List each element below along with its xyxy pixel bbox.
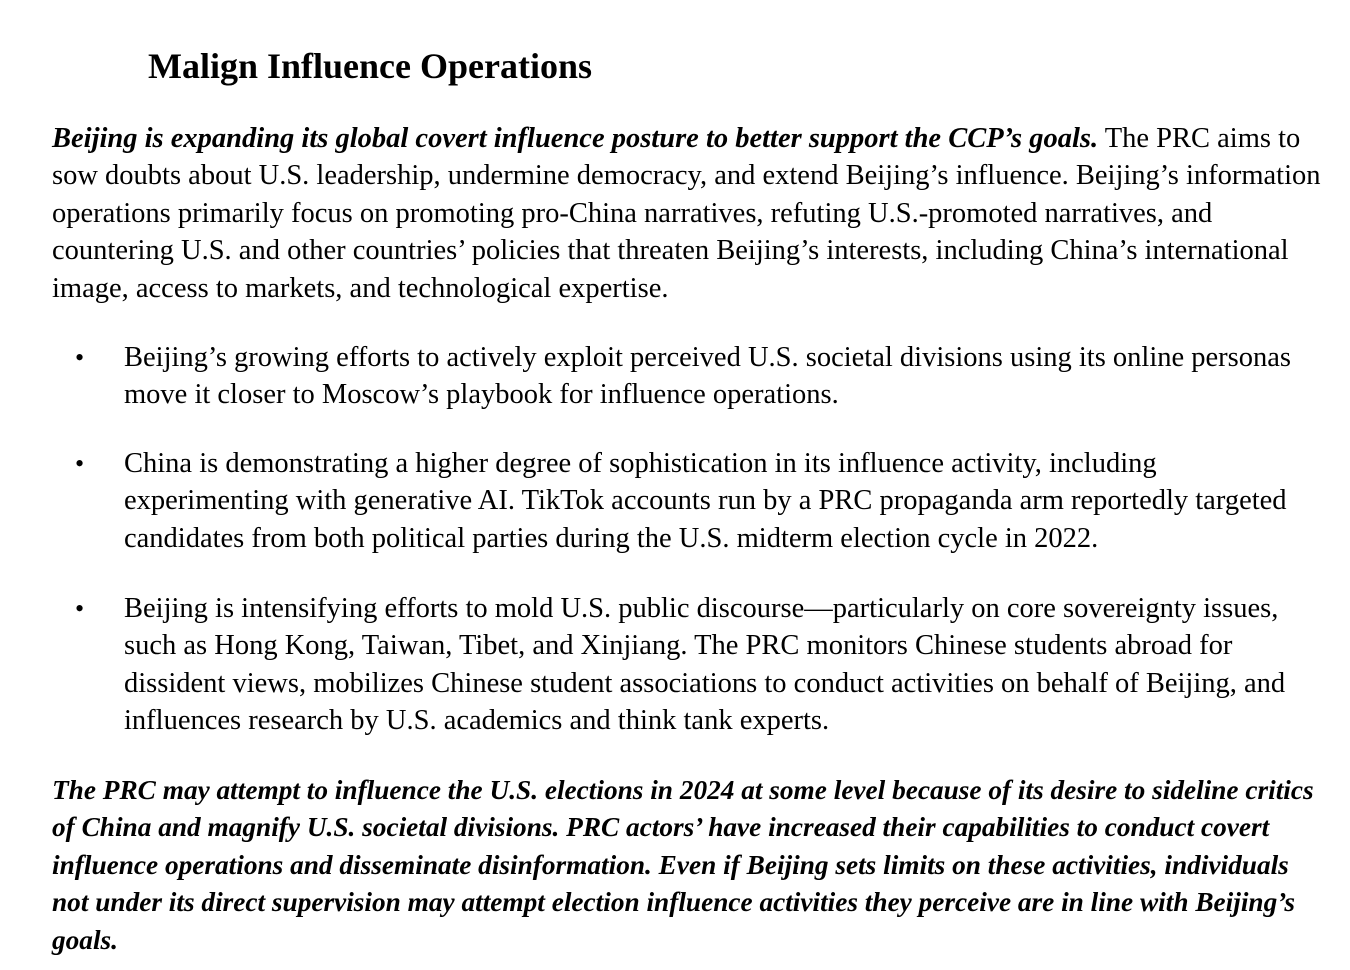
- bullet-marker: •: [75, 343, 85, 372]
- intro-paragraph: [52, 120, 1332, 307]
- bullet-text: Beijing’s growing efforts to actively exploit perceived U.S. societal divisions using its online personas move it closer to Moscow’s playbook for influence operations.: [124, 342, 1291, 411]
- bullet-marker: •: [75, 449, 85, 478]
- bullet-text: Beijing is intensifying efforts to mold U.S. public discourse—particularly on core sovereignty issues, such as Hong Kong, Taiwan, Tibet, and Xinjiang. The PRC monitors Chinese students abroad for dissident views, mobilizes Chinese student associations to conduct activities on behalf of Beijing, and influences research by U.S. academics and think tank experts.: [124, 593, 1286, 737]
- section-heading: Malign Influence Operations: [148, 46, 593, 86]
- conclusion-paragraph: The PRC may attempt to influence the U.S. elections in 2024 at some level because of its desire to sideline critics of China and magnify U.S. societal divisions. PRC actors’ have increased their capabilities to conduct covert influence operations and disseminate disinformation. Even if Beijing sets limits on these activities, individuals not under its direct supervision may attempt election influence activities they perceive are in line with Beijing’s goals.: [52, 775, 1314, 955]
- bullet-item: [75, 445, 1324, 557]
- intro-lead-sentence: Beijing is expanding its global covert influence posture to better support the CCP’s goals.: [52, 123, 1099, 154]
- bullet-item: [75, 339, 1324, 414]
- bullet-item: [75, 590, 1324, 740]
- bullet-text: China is demonstrating a higher degree of sophistication in its influence activity, including experimenting with generative AI. TikTok accounts run by a PRC propaganda arm reportedly targeted candidates from both political parties during the U.S. midterm election cycle in 2022.: [124, 448, 1287, 554]
- bullet-marker: •: [75, 594, 85, 623]
- intro-body-text: The PRC aims to sow doubts about U.S. leadership, undermine democracy, and extend Beijing’s influence. Beijing’s information operations primarily focus on promoting pro-China narratives, refuting U.S.-promoted narratives, and countering U.S. and other countries’ policies that threaten Beijing’s interests, including China’s international image, access to markets, and technological expertise.: [52, 123, 1321, 304]
